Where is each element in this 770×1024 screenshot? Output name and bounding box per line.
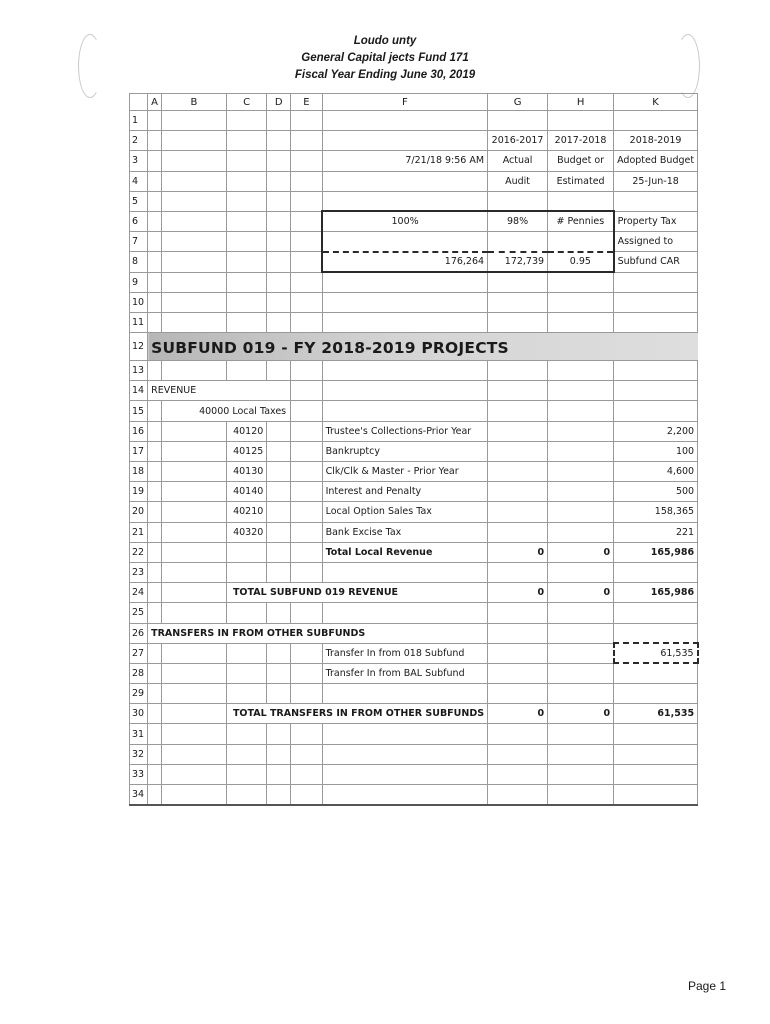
total-subfund-revenue-label: TOTAL SUBFUND 019 REVENUE xyxy=(226,583,487,603)
col-header-d: D xyxy=(267,94,291,111)
adopted-amount: 221 xyxy=(614,522,698,542)
row-number: 12 xyxy=(130,333,148,361)
row-number: 9 xyxy=(130,272,148,292)
revenue-heading: REVENUE xyxy=(148,381,267,401)
account-description: Interest and Penalty xyxy=(322,482,488,502)
row-29 xyxy=(130,684,698,704)
year-2017-2018: 2017-2018 xyxy=(548,131,614,151)
row-24 xyxy=(130,583,698,603)
timestamp: 7/21/18 9:56 AM xyxy=(322,151,488,171)
col-k-heading-1: Adopted Budget xyxy=(614,151,698,171)
subfund-car-note: Subfund CAR xyxy=(614,252,698,272)
adopted-amount: 100 xyxy=(614,441,698,461)
row-number: 6 xyxy=(130,211,148,231)
row-number: 5 xyxy=(130,191,148,211)
property-tax-note: Property Tax xyxy=(614,211,698,231)
col-header-b: B xyxy=(161,94,226,111)
row-number: 2 xyxy=(130,131,148,151)
row-number: 16 xyxy=(130,421,148,441)
row-number: 7 xyxy=(130,232,148,252)
row-12 xyxy=(130,333,698,361)
row-22 xyxy=(130,542,698,562)
adopted-amount: 2,200 xyxy=(614,421,698,441)
total-subfund-revenue-actual: 0 xyxy=(488,583,548,603)
row-18 xyxy=(130,462,698,482)
row-16 xyxy=(130,421,698,441)
fiscal-year-title: Fiscal Year Ending June 30, 2019 xyxy=(294,69,476,81)
row-31 xyxy=(130,724,698,744)
row-number: 3 xyxy=(130,151,148,171)
transfer-amount: 61,535 xyxy=(614,643,698,663)
pennies-value: 0.95 xyxy=(548,252,614,272)
account-code: 40140 xyxy=(226,482,266,502)
col-header-g: G xyxy=(488,94,548,111)
row-number: 4 xyxy=(130,171,148,191)
row-number: 30 xyxy=(130,704,148,724)
total-local-revenue-budget: 0 xyxy=(548,542,614,562)
account-code: 40130 xyxy=(226,462,266,482)
fund-title: General Capital jects Fund 171 xyxy=(301,52,469,64)
row-number: 17 xyxy=(130,441,148,461)
row-34 xyxy=(130,785,698,805)
column-header-row xyxy=(130,94,698,111)
account-description: Trustee's Collections-Prior Year xyxy=(322,421,488,441)
total-subfund-revenue-adopted: 165,986 xyxy=(614,583,698,603)
account-code: 40320 xyxy=(226,522,266,542)
year-2018-2019: 2018-2019 xyxy=(614,131,698,151)
row-6 xyxy=(130,211,698,231)
account-description: Bankruptcy xyxy=(322,441,488,461)
row-25 xyxy=(130,603,698,623)
row-5 xyxy=(130,191,698,211)
total-local-revenue-actual: 0 xyxy=(488,542,548,562)
page-number: Page 1 xyxy=(688,979,727,993)
percent-98: 98% xyxy=(488,211,548,231)
row-2 xyxy=(130,131,698,151)
row-13 xyxy=(130,361,698,381)
col-header-k: K xyxy=(614,94,698,111)
total-transfers-label: TOTAL TRANSFERS IN FROM OTHER SUBFUNDS xyxy=(226,704,487,724)
total-subfund-revenue-budget: 0 xyxy=(548,583,614,603)
row-19 xyxy=(130,482,698,502)
row-23 xyxy=(130,562,698,582)
row-10 xyxy=(130,292,698,312)
local-taxes-heading: 40000 Local Taxes xyxy=(161,401,290,421)
row-number: 28 xyxy=(130,663,148,683)
row-9 xyxy=(130,272,698,292)
row-number: 10 xyxy=(130,292,148,312)
row-15 xyxy=(130,401,698,421)
account-code: 40120 xyxy=(226,421,266,441)
col-header-e: E xyxy=(291,94,322,111)
total-local-revenue-adopted: 165,986 xyxy=(614,542,698,562)
row-27 xyxy=(130,643,698,663)
percent-100: 100% xyxy=(322,211,488,231)
row-number: 27 xyxy=(130,643,148,663)
row-number: 34 xyxy=(130,785,148,805)
row-number: 23 xyxy=(130,562,148,582)
row-number: 11 xyxy=(130,312,148,332)
row-11 xyxy=(130,312,698,332)
row-14 xyxy=(130,381,698,401)
section-banner xyxy=(148,333,698,361)
row-number: 22 xyxy=(130,542,148,562)
account-code: 40210 xyxy=(226,502,266,522)
col-g-heading-2: Audit xyxy=(488,171,548,191)
account-description: Local Option Sales Tax xyxy=(322,502,488,522)
col-header-f: F xyxy=(322,94,488,111)
tax-amount-98: 172,739 xyxy=(488,252,548,272)
row-number: 33 xyxy=(130,764,148,784)
row-number: 25 xyxy=(130,603,148,623)
transfers-heading: TRANSFERS IN FROM OTHER SUBFUNDS xyxy=(148,623,488,643)
adopted-amount: 158,365 xyxy=(614,502,698,522)
total-transfers-adopted: 61,535 xyxy=(614,704,698,724)
row-8 xyxy=(130,252,698,272)
row-number: 18 xyxy=(130,462,148,482)
row-3 xyxy=(130,151,698,171)
total-transfers-budget: 0 xyxy=(548,704,614,724)
assigned-to-note: Assigned to xyxy=(614,232,698,252)
row-number: 21 xyxy=(130,522,148,542)
col-header-c: C xyxy=(226,94,266,111)
adopted-amount: 500 xyxy=(614,482,698,502)
row-number: 1 xyxy=(130,111,148,131)
col-h-heading-2: Estimated xyxy=(548,171,614,191)
budget-spreadsheet xyxy=(129,93,699,806)
adopted-date: 25-Jun-18 xyxy=(614,171,698,191)
tax-amount-100: 176,264 xyxy=(322,252,488,272)
transfer-description: Transfer In from 018 Subfund xyxy=(322,643,488,663)
county-title: Loudo unty xyxy=(353,35,417,47)
row-number: 19 xyxy=(130,482,148,502)
row-number: 13 xyxy=(130,361,148,381)
row-32 xyxy=(130,744,698,764)
row-21 xyxy=(130,522,698,542)
col-g-heading-1: Actual xyxy=(488,151,548,171)
year-2016-2017: 2016-2017 xyxy=(488,131,548,151)
row-number: 32 xyxy=(130,744,148,764)
row-28 xyxy=(130,663,698,683)
row-20 xyxy=(130,502,698,522)
row-33 xyxy=(130,764,698,784)
account-description: Bank Excise Tax xyxy=(322,522,488,542)
row-number: 29 xyxy=(130,684,148,704)
document-header xyxy=(0,33,770,84)
account-description: Clk/Clk & Master - Prior Year xyxy=(322,462,488,482)
corner-cell xyxy=(130,94,148,111)
col-h-heading-1: Budget or xyxy=(548,151,614,171)
col-header-h: H xyxy=(548,94,614,111)
row-number: 31 xyxy=(130,724,148,744)
row-number: 14 xyxy=(130,381,148,401)
transfer-description: Transfer In from BAL Subfund xyxy=(322,663,488,683)
account-code: 40125 xyxy=(226,441,266,461)
row-number: 24 xyxy=(130,583,148,603)
pennies-label: # Pennies xyxy=(548,211,614,231)
row-30 xyxy=(130,704,698,724)
row-17 xyxy=(130,441,698,461)
adopted-amount: 4,600 xyxy=(614,462,698,482)
col-header-a: A xyxy=(148,94,162,111)
row-number: 26 xyxy=(130,623,148,643)
row-1 xyxy=(130,111,698,131)
row-number: 15 xyxy=(130,401,148,421)
row-7 xyxy=(130,232,698,252)
total-transfers-actual: 0 xyxy=(488,704,548,724)
row-number: 8 xyxy=(130,252,148,272)
row-number: 20 xyxy=(130,502,148,522)
total-local-revenue-label: Total Local Revenue xyxy=(322,542,488,562)
row-4 xyxy=(130,171,698,191)
row-26 xyxy=(130,623,698,643)
section-banner-title: SUBFUND 019 - FY 2018-2019 PROJECTS xyxy=(151,338,509,357)
